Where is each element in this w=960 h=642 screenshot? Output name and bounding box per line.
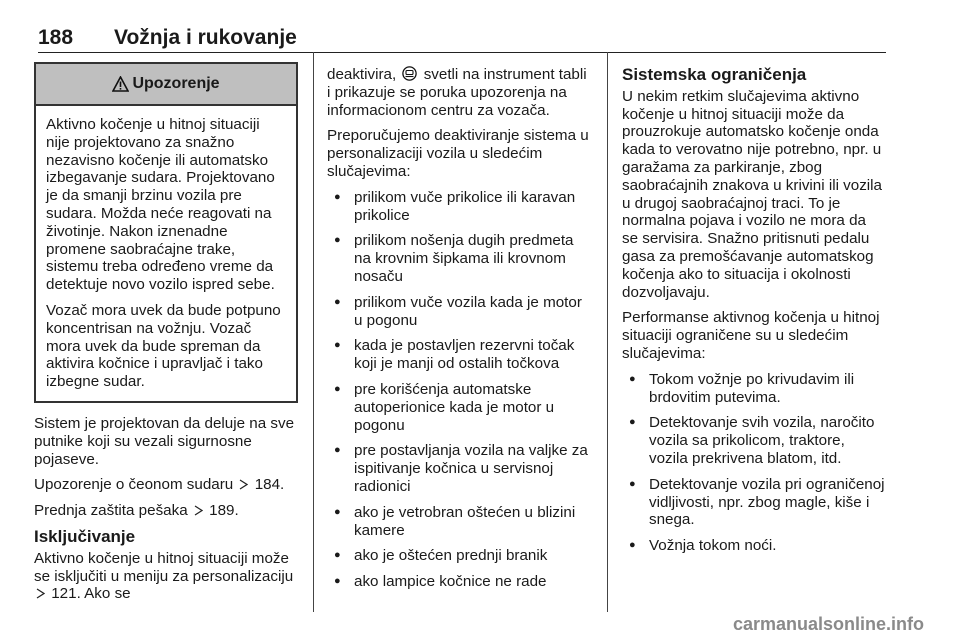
column-3 bbox=[622, 66, 886, 563]
column-divider-2 bbox=[607, 52, 608, 612]
deactivation-cases-list bbox=[327, 189, 591, 591]
indicator-paragraph bbox=[327, 66, 591, 119]
list-item: ● pre postavljanja vozila na valjke za ispitivanje kočnica u servisnoj radionici bbox=[327, 442, 591, 495]
page-header bbox=[38, 26, 886, 50]
frontal-collision-text: Upozorenje o čeonom sudaru bbox=[34, 476, 234, 494]
performance-limits-list bbox=[622, 371, 886, 555]
list-item: ● Vožnja tokom noći. bbox=[622, 537, 886, 555]
system-limits-paragraph-1: U nekim retkim slučajevima aktivno kočenje u hitnoj situaciji može da prouzrokuje automatsko kočenje onda kada to verovatno nije potrebno, npr. u garažama za parkiranje, zbog saobraćajnih znakova u krivini ili vozila u drugoj saobraćajnoj traci. To je normalna pojava i vozilo ne mora da se servisira. Snažno pritisnuti pedalu gasa za premošćavanje automatskog kočenja ako to situacija i okolnosti dozvoljavaju. bbox=[622, 87, 882, 301]
warning-header bbox=[36, 64, 296, 106]
seatbelt-paragraph: Sistem je projektovan da deluje na sve putnike koji su vezali sigurnosne pojaseve. bbox=[34, 414, 295, 468]
list-item: ● ako lampice kočnice ne rade bbox=[327, 573, 591, 591]
list-item: ● prilikom nošenja dugih predmeta na krovnim šipkama ili krovnom nosaču bbox=[327, 232, 591, 285]
pedestrian-protection-ref[interactable]: 189. bbox=[209, 502, 239, 520]
list-item: ● Detektovanje vozila pri ograničenoj vidljivosti, npr. zbog magle, kiše i snega. bbox=[622, 476, 886, 529]
warning-title: Upozorenje bbox=[132, 75, 220, 93]
indicator-text-b: svetli na instrument tabli i prikazuje se poruka upozorenja na informacionom centru za vozača. bbox=[327, 66, 587, 119]
frontal-collision-ref[interactable]: 184. bbox=[254, 476, 285, 494]
arrow-right-icon bbox=[36, 588, 45, 599]
warning-paragraph-2: Vozač mora uvek da bude potpuno koncentrisan na vožnju. Vozač mora uvek da bude spreman da aktivira kočnice i upravljač i tako izbegne sudar. bbox=[46, 301, 281, 391]
deactivation-paragraph bbox=[34, 550, 298, 603]
recommendation-paragraph: Preporučujemo deaktiviranje sistema u personalizaciji vozila u sledećim slučajevima: bbox=[327, 127, 589, 180]
deactivation-text: Aktivno kočenje u hitnoj situaciji može se isključiti u meniju za personalizaciju bbox=[34, 549, 294, 585]
list-item: ● prilikom vuče vozila kada je motor u pogonu bbox=[327, 294, 591, 330]
list-item: ● Detektovanje svih vozila, naročito vozila sa prikolicom, traktore, vozila prekrivena blatom, itd. bbox=[622, 414, 886, 467]
warning-body bbox=[36, 106, 296, 401]
list-item: ● prilikom vuče prikolice ili karavan prikolice bbox=[327, 189, 591, 225]
page-number: 188 bbox=[38, 26, 74, 49]
warning-triangle-icon bbox=[112, 76, 129, 92]
pedestrian-protection-text: Prednja zaštita pešaka bbox=[34, 502, 188, 520]
list-item: ● kada je postavljen rezervni točak koji je manji od ostalih točkova bbox=[327, 337, 591, 373]
list-item: ● ako je oštećen prednji branik bbox=[327, 547, 591, 565]
list-item: ● Tokom vožnje po krivudavim ili brdovitim putevima. bbox=[622, 371, 886, 407]
section-heading-deactivation: Isključivanje bbox=[34, 526, 136, 546]
watermark: carmanualsonline.info bbox=[732, 614, 924, 634]
frontal-collision-paragraph bbox=[34, 476, 298, 494]
indicator-text-a: deaktivira, bbox=[327, 66, 397, 83]
collision-warning-indicator-icon bbox=[402, 66, 417, 81]
list-item: ● ako je vetrobran oštećen u blizini kamere bbox=[327, 504, 591, 540]
pedestrian-protection-paragraph bbox=[34, 502, 298, 520]
chapter-title: Vožnja i rukovanje bbox=[114, 26, 297, 49]
system-limits-paragraph-2: Performanse aktivnog kočenja u hitnoj situaciji ograničene su u sledećim slučajevima: bbox=[622, 309, 880, 362]
column-divider-1 bbox=[313, 52, 314, 612]
personalization-ref[interactable]: 121. Ako se bbox=[51, 585, 131, 603]
arrow-right-icon bbox=[194, 505, 203, 516]
warning-paragraph-1: Aktivno kočenje u hitnoj situaciji nije projektovano za snažno nezavisno kočenje ili automatsko izbegavanje sudara. Projektovano je da smanji brzinu vozila pre sudara. Možda neće reagovati na životinje. Nakon iznenadne promene saobraćajne trake, sistemu treba određeno vreme da detektuje novo vozilo ispred sebe. bbox=[46, 116, 275, 294]
list-item: ● pre korišćenja automatske autoperionice kada je motor u pogonu bbox=[327, 381, 591, 434]
column-1 bbox=[34, 62, 298, 611]
column-2 bbox=[327, 66, 591, 599]
header-rule bbox=[38, 52, 886, 53]
section-heading-system-limits: Sistemska ograničenja bbox=[622, 65, 807, 84]
warning-box bbox=[34, 62, 298, 403]
arrow-right-icon bbox=[239, 479, 248, 490]
